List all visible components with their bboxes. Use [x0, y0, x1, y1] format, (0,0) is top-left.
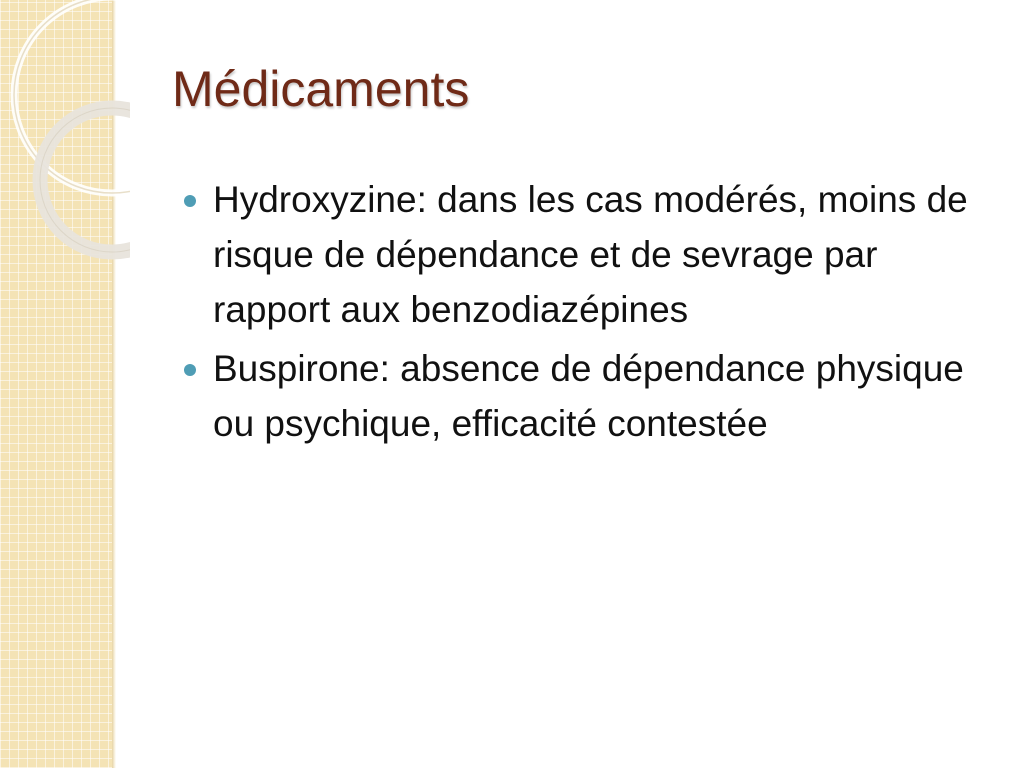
bullet-dot-icon: [184, 364, 196, 376]
bullet-text: Hydroxyzine: dans les cas modérés, moins de risque de dépendance et de sevrage par rapport aux benzodiazépines: [213, 179, 968, 330]
decorative-circles: [0, 0, 130, 260]
bullet-text: Buspirone: absence de dépendance physique ou psychique, efficacité contestée: [213, 348, 964, 444]
bullet-item: [180, 172, 990, 337]
bullet-dot-icon: [184, 195, 196, 207]
bullet-list: [180, 172, 990, 455]
slide-title: Médicaments: [172, 61, 470, 117]
bullet-item: [180, 341, 990, 451]
